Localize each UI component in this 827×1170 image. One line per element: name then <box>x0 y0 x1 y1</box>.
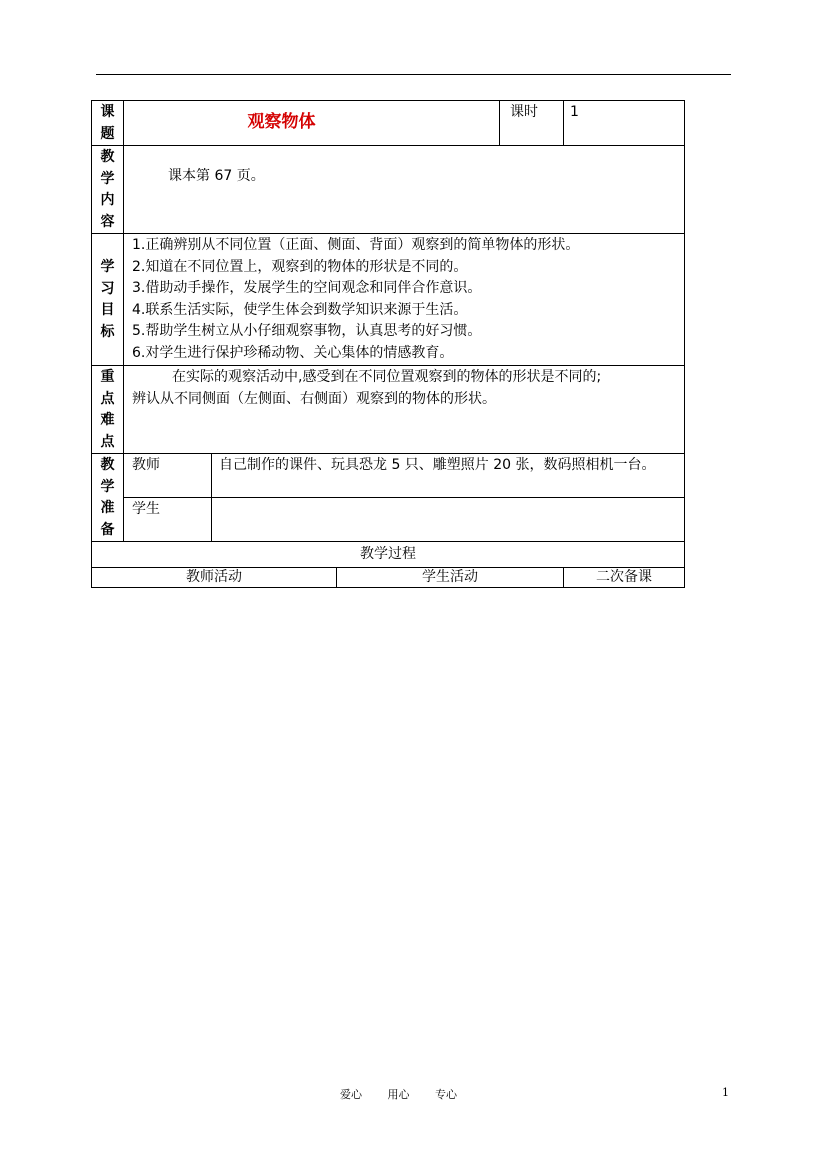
process-label: 教学过程 <box>92 542 685 568</box>
header-rule <box>96 74 731 75</box>
topic-label: 课 题 <box>92 101 124 146</box>
student-prep <box>212 498 685 542</box>
keypoint-line: 辨认从不同侧面（左侧面、右侧面）观察到的物体的形状。 <box>132 390 496 407</box>
goal-item: 1.正确辨别从不同位置（正面、侧面、背面）观察到的简单物体的形状。 <box>132 237 580 253</box>
student-label: 学生 <box>124 498 212 542</box>
keypoints-row <box>92 366 685 454</box>
goal-item: 3.借助动手操作，发展学生的空间观念和同伴合作意识。 <box>132 280 482 296</box>
student-prep-row <box>92 498 685 542</box>
process-columns-row <box>92 568 685 588</box>
col-teacher-activity: 教师活动 <box>92 568 337 588</box>
col-student-activity: 学生活动 <box>337 568 564 588</box>
goal-item: 4.联系生活实际，使学生体会到数学知识来源于生活。 <box>132 301 468 318</box>
goal-item: 5.帮助学生树立从小仔细观察事物，认真思考的好习惯。 <box>132 323 482 339</box>
lesson-title: 观察物体 <box>247 111 316 132</box>
keypoints-label: 重 点 难 点 <box>92 366 124 454</box>
page-number: 1 <box>722 1086 729 1099</box>
teacher-label: 教师 <box>124 454 212 498</box>
goals-row <box>92 234 685 366</box>
col-second-prep: 二次备课 <box>564 568 685 588</box>
lesson-plan-table <box>91 100 685 588</box>
teacher-prep: 自己制作的课件、玩具恐龙 5 只、雕塑照片 20 张，数码照相机一台。 <box>212 454 685 498</box>
period-label: 课时 <box>500 101 564 146</box>
goals-list <box>124 234 685 366</box>
footer-item: 爱心 <box>340 1088 362 1101</box>
content-text: 课本第 67 页。 <box>124 146 685 234</box>
footer-motto <box>340 1086 479 1102</box>
goal-item: 2.知道在不同位置上，观察到的物体的形状是不同的。 <box>132 258 468 275</box>
topic-row <box>92 101 685 146</box>
goals-label: 学 习 目 标 <box>92 234 124 366</box>
teacher-prep-row <box>92 454 685 498</box>
content-row <box>92 146 685 234</box>
title-cell <box>124 101 500 146</box>
content-label: 教 学 内 容 <box>92 146 124 234</box>
footer-item: 用心 <box>387 1088 410 1101</box>
period-value: 1 <box>564 101 685 146</box>
footer-item: 专心 <box>435 1088 457 1101</box>
keypoints-text <box>124 366 685 454</box>
goal-item: 6.对学生进行保护珍稀动物、关心集体的情感教育。 <box>132 344 454 361</box>
process-row <box>92 542 685 568</box>
prep-label: 教 学 准 备 <box>92 454 124 542</box>
keypoint-line: 在实际的观察活动中,感受到在不同位置观察到的物体的形状是不同的; <box>172 369 602 385</box>
